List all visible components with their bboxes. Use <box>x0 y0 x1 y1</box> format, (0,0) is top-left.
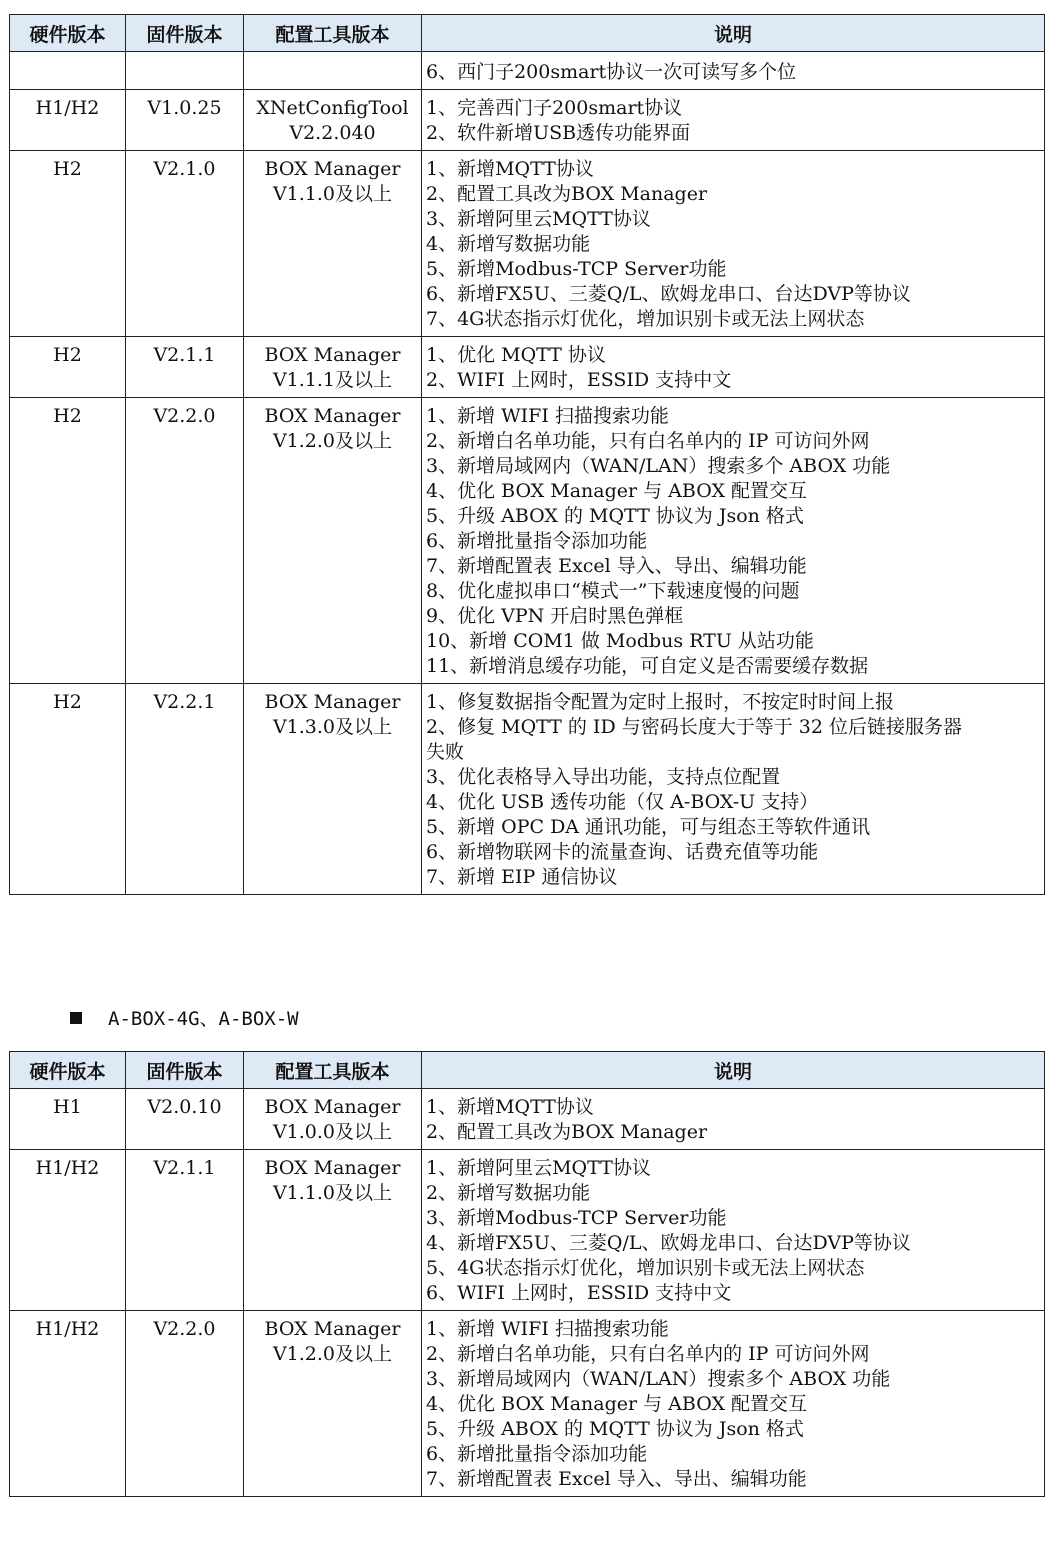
description-line: 4、优化 BOX Manager 与 ABOX 配置交互 <box>426 1393 808 1415</box>
table-row <box>10 337 1045 398</box>
tool-version: V1.1.1及以上 <box>272 369 393 391</box>
section-heading <box>70 1006 299 1032</box>
description-line: 2、配置工具改为BOX Manager <box>426 1121 708 1143</box>
tool-version: V1.0.0及以上 <box>272 1121 393 1143</box>
description-line: 2、软件新增USB透传功能界面 <box>426 122 691 144</box>
description-line: 10、新增 COM1 做 Modbus RTU 从站功能 <box>426 630 814 652</box>
description-line: 2、WIFI 上网时，ESSID 支持中文 <box>426 369 732 391</box>
description-line: 11、新增消息缓存功能，可自定义是否需要缓存数据 <box>426 655 869 677</box>
description-line: 5、新增 OPC DA 通讯功能，可与组态王等软件通讯 <box>426 816 871 838</box>
hardware-version-cell: H1/H2 <box>10 90 126 151</box>
description-cell <box>422 684 1045 895</box>
tool-name: BOX Manager <box>264 691 401 713</box>
description-line: 1、新增MQTT协议 <box>426 1096 594 1118</box>
table-header-row <box>10 15 1045 52</box>
table-header-row <box>10 1052 1045 1089</box>
header-firmware-version: 固件版本 <box>126 1052 244 1089</box>
table-row <box>10 398 1045 684</box>
firmware-version-cell: V2.2.1 <box>126 684 244 895</box>
description-line: 7、新增配置表 Excel 导入、导出、编辑功能 <box>426 1468 807 1490</box>
section-title: A-BOX-4G、A-BOX-W <box>108 1008 299 1030</box>
table-row <box>10 90 1045 151</box>
description-line: 4、新增FX5U、三菱Q/L、欧姆龙串口、台达DVP等协议 <box>426 1232 911 1254</box>
firmware-version-cell: V2.0.10 <box>126 1089 244 1150</box>
description-line: 5、升级 ABOX 的 MQTT 协议为 Json 格式 <box>426 1418 804 1440</box>
tool-name: BOX Manager <box>264 1157 401 1179</box>
description-line: 9、优化 VPN 开启时黑色弹框 <box>426 605 684 627</box>
description-cell <box>422 1089 1045 1150</box>
description-line: 4、优化 BOX Manager 与 ABOX 配置交互 <box>426 480 808 502</box>
table-row <box>10 1150 1045 1311</box>
tool-version: V1.1.0及以上 <box>272 183 393 205</box>
tool-version-cell <box>244 90 422 151</box>
tool-version: V1.2.0及以上 <box>272 1343 393 1365</box>
tool-name: BOX Manager <box>264 1318 401 1340</box>
header-firmware-version: 固件版本 <box>126 15 244 52</box>
hardware-version-cell: H2 <box>10 398 126 684</box>
tool-name: XNetConfigTool <box>256 97 409 119</box>
table-row <box>10 151 1045 337</box>
header-tool-version: 配置工具版本 <box>244 15 422 52</box>
description-line: 1、优化 MQTT 协议 <box>426 344 606 366</box>
tool-name: BOX Manager <box>264 405 401 427</box>
description-cell <box>422 90 1045 151</box>
description-line: 2、修复 MQTT 的 ID 与密码长度大于等于 32 位后链接服务器 <box>426 716 962 738</box>
header-hardware-version: 硬件版本 <box>10 15 126 52</box>
firmware-table-2 <box>9 1051 1045 1497</box>
description-line: 1、修复数据指令配置为定时上报时，不按定时时间上报 <box>426 691 895 713</box>
description-line: 1、新增阿里云MQTT协议 <box>426 1157 651 1179</box>
description-cell <box>422 1150 1045 1311</box>
header-description: 说明 <box>422 1052 1045 1089</box>
description-line: 1、新增 WIFI 扫描搜索功能 <box>426 405 669 427</box>
firmware-version-cell <box>126 52 244 90</box>
description-line: 6、新增FX5U、三菱Q/L、欧姆龙串口、台达DVP等协议 <box>426 283 911 305</box>
tool-version: V1.3.0及以上 <box>272 716 393 738</box>
tool-version: V2.2.040 <box>289 122 376 144</box>
tool-version-cell <box>244 1150 422 1311</box>
hardware-version-cell: H1/H2 <box>10 1150 126 1311</box>
description-line: 4、优化 USB 透传功能（仅 A-BOX-U 支持） <box>426 791 819 813</box>
firmware-version-cell: V2.2.0 <box>126 1311 244 1497</box>
description-cell <box>422 1311 1045 1497</box>
description-line: 3、优化表格导入导出功能，支持点位配置 <box>426 766 781 788</box>
description-line: 8、优化虚拟串口“模式一”下载速度慢的问题 <box>426 580 800 602</box>
tool-name: BOX Manager <box>264 158 401 180</box>
description-line: 2、配置工具改为BOX Manager <box>426 183 708 205</box>
header-hardware-version: 硬件版本 <box>10 1052 126 1089</box>
description-line: 失败 <box>426 741 465 763</box>
description-line: 3、新增阿里云MQTT协议 <box>426 208 651 230</box>
description-line: 1、新增MQTT协议 <box>426 158 594 180</box>
firmware-version-cell: V2.1.0 <box>126 151 244 337</box>
description-line: 6、新增物联网卡的流量查询、话费充值等功能 <box>426 841 819 863</box>
description-line: 6、西门子200smart协议一次可读写多个位 <box>426 61 797 83</box>
table-row <box>10 52 1045 90</box>
description-line: 3、新增局域网内（WAN/LAN）搜索多个 ABOX 功能 <box>426 455 891 477</box>
description-line: 3、新增Modbus-TCP Server功能 <box>426 1207 727 1229</box>
firmware-table-1 <box>9 14 1045 895</box>
square-bullet-icon <box>70 1012 82 1024</box>
tool-name: BOX Manager <box>264 1096 401 1118</box>
description-line: 2、新增白名单功能，只有白名单内的 IP 可访问外网 <box>426 430 870 452</box>
description-line: 5、升级 ABOX 的 MQTT 协议为 Json 格式 <box>426 505 804 527</box>
hardware-version-cell: H2 <box>10 684 126 895</box>
description-line: 6、新增批量指令添加功能 <box>426 530 648 552</box>
description-line: 1、完善西门子200smart协议 <box>426 97 683 119</box>
tool-version-cell <box>244 337 422 398</box>
description-cell <box>422 52 1045 90</box>
description-line: 6、WIFI 上网时，ESSID 支持中文 <box>426 1282 732 1304</box>
header-description: 说明 <box>422 15 1045 52</box>
table-row <box>10 1311 1045 1497</box>
hardware-version-cell: H2 <box>10 151 126 337</box>
hardware-version-cell: H1 <box>10 1089 126 1150</box>
table-row <box>10 1089 1045 1150</box>
tool-version: V1.1.0及以上 <box>272 1182 393 1204</box>
firmware-version-cell: V2.2.0 <box>126 398 244 684</box>
header-tool-version: 配置工具版本 <box>244 1052 422 1089</box>
description-line: 3、新增局域网内（WAN/LAN）搜索多个 ABOX 功能 <box>426 1368 891 1390</box>
description-line: 5、新增Modbus-TCP Server功能 <box>426 258 727 280</box>
tool-name: BOX Manager <box>264 344 401 366</box>
firmware-version-cell: V1.0.25 <box>126 90 244 151</box>
description-line: 1、新增 WIFI 扫描搜索功能 <box>426 1318 669 1340</box>
hardware-version-cell <box>10 52 126 90</box>
firmware-version-cell: V2.1.1 <box>126 1150 244 1311</box>
description-line: 6、新增批量指令添加功能 <box>426 1443 648 1465</box>
description-cell <box>422 151 1045 337</box>
tool-version-cell <box>244 398 422 684</box>
tool-version-cell <box>244 52 422 90</box>
description-line: 7、新增 EIP 通信协议 <box>426 866 618 888</box>
description-cell <box>422 398 1045 684</box>
description-line: 5、4G状态指示灯优化，增加识别卡或无法上网状态 <box>426 1257 865 1279</box>
description-line: 4、新增写数据功能 <box>426 233 591 255</box>
table-row <box>10 684 1045 895</box>
description-cell <box>422 337 1045 398</box>
hardware-version-cell: H2 <box>10 337 126 398</box>
description-line: 2、新增写数据功能 <box>426 1182 591 1204</box>
description-line: 2、新增白名单功能，只有白名单内的 IP 可访问外网 <box>426 1343 870 1365</box>
tool-version-cell <box>244 1089 422 1150</box>
tool-version-cell <box>244 1311 422 1497</box>
description-line: 7、新增配置表 Excel 导入、导出、编辑功能 <box>426 555 807 577</box>
tool-version-cell <box>244 151 422 337</box>
hardware-version-cell: H1/H2 <box>10 1311 126 1497</box>
description-line: 7、4G状态指示灯优化，增加识别卡或无法上网状态 <box>426 308 865 330</box>
tool-version: V1.2.0及以上 <box>272 430 393 452</box>
tool-version-cell <box>244 684 422 895</box>
firmware-version-cell: V2.1.1 <box>126 337 244 398</box>
